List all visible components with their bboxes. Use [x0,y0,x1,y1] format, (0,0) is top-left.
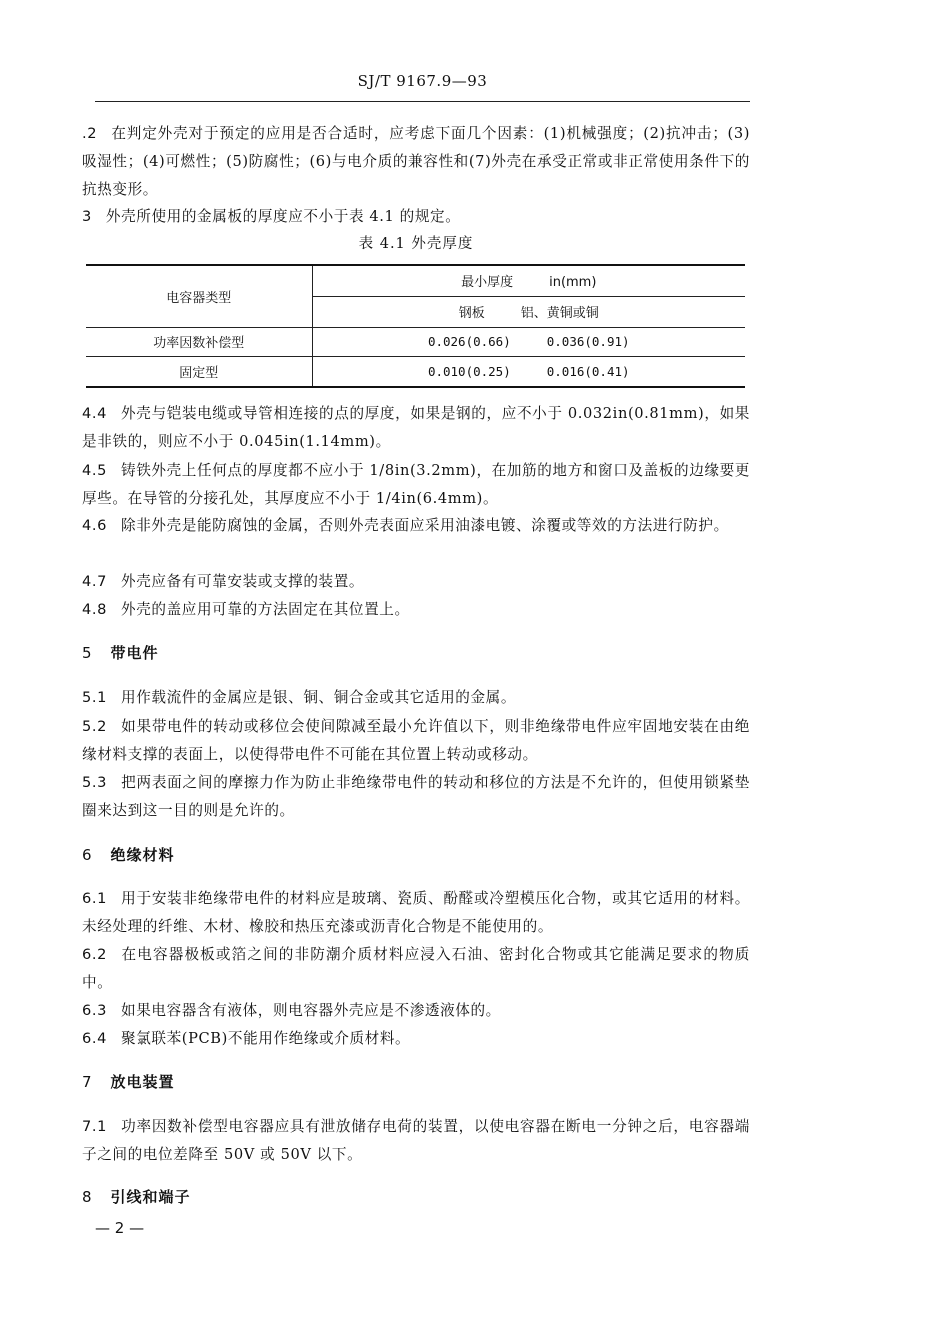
clause-text: 在电容器极板或箔之间的非防潮介质材料应浸入石油、密封化合物或其它能满足要求的物质中。 [82,946,750,991]
clause-number: 3 [82,208,92,225]
header-rule [95,101,750,102]
unit-label: in(mm) [549,275,597,291]
clause-text: 如果电容器含有液体，则电容器外壳应是不渗透液体的。 [121,1002,501,1019]
clause-text: 外壳所使用的金属板的厚度应不小于表 4.1 的规定。 [105,208,461,225]
alu-value: 0.016(0.41) [546,363,630,379]
clause-text: 把两表面之间的摩擦力作为防止非绝缘带电件的转动和移位的方法是不允许的，但使用锁紧垫圈来达到这一目的则是允许的。 [82,774,750,819]
clause-text: 如果带电件的转动或移位会使间隙减至最小允许值以下，则非绝缘带电件应牢固地安装在由绝缘材料支撑的表面上，以使得带电件不可能在其位置上转动或移动。 [82,718,750,763]
table-header-min-thickness [312,265,745,296]
section-number: 8 [82,1188,93,1206]
clause-number: .2 [82,125,98,142]
clause-4-2 [82,120,750,204]
table-header-row [86,265,745,296]
clause-number: 6.4 [82,1030,108,1047]
section-title: 带电件 [110,644,159,662]
clause-text: 外壳的盖应用可靠的方法固定在其位置上。 [121,601,410,618]
clause-4-3 [82,203,750,231]
clause-number: 4.5 [82,462,108,479]
clause-number: 5.1 [82,689,108,706]
section-6-heading [82,844,750,865]
steel-value: 0.026(0.66) [427,334,511,349]
clause-6-2 [82,941,750,997]
clause-text: 用于安装非绝缘带电件的材料应是玻璃、瓷质、酚醛或冷塑模压化合物，或其它适用的材料。未经处理的纤维、木材、橡胶和热压充漆或沥青化合物是不能使用的。 [82,890,750,935]
clause-number: 6.3 [82,1002,108,1019]
section-number: 6 [82,846,93,864]
page-number: — 2 — [95,1219,145,1237]
section-title: 引线和端子 [110,1188,191,1206]
clause-number: 5.2 [82,718,108,735]
section-8-heading [82,1186,750,1207]
table-caption: 表 4.1 外壳厚度 [358,236,474,252]
clause-6-4 [82,1025,750,1053]
clause-text: 外壳与铠装电缆或导管相连接的点的厚度，如果是钢的，应不小于 0.032in(0.81mm)，如果是非铁的，则应不小于 0.045in(1.14mm)。 [82,405,750,450]
table-subheader-materials [312,296,745,327]
clause-4-6 [82,512,750,540]
clause-text: 聚氯联苯(PCB)不能用作绝缘或介质材料。 [121,1030,411,1047]
table-cell-type: 固定型 [86,356,312,387]
clause-text: 功率因数补偿型电容器应具有泄放储存电荷的装置，以使电容器在断电一分钟之后，电容器端子之间的电位差降至 50V 或 50V 以下。 [82,1118,750,1163]
table-header-type: 电容器类型 [86,265,312,327]
clause-4-8 [82,596,750,624]
clause-4-7 [82,568,750,596]
table-row [86,356,745,387]
steel-label: 钢板 [458,306,485,321]
clause-text: 用作载流件的金属应是银、铜、铜合金或其它适用的金属。 [121,689,517,706]
clause-text: 外壳应备有可靠安装或支撑的装置。 [121,573,365,590]
section-7-heading [82,1071,750,1092]
clause-number: 6.2 [82,946,108,963]
section-title: 绝缘材料 [110,846,175,864]
table-cell-type: 功率因数补偿型 [86,327,312,356]
clause-number: 4.6 [82,517,108,534]
section-title: 放电装置 [110,1073,175,1091]
clause-number: 5.3 [82,774,108,791]
clause-6-1 [82,885,750,941]
clause-number: 6.1 [82,890,108,907]
clause-5-1 [82,684,750,712]
clause-text: 除非外壳是能防腐蚀的金属，否则外壳表面应采用油漆电镀、涂覆或等效的方法进行防护。 [121,517,729,534]
clause-4-4 [82,400,750,456]
alu-value: 0.036(0.91) [546,334,630,349]
table-cell-values [312,356,745,387]
clause-5-2 [82,713,750,769]
clause-5-3 [82,769,750,825]
clause-4-5 [82,457,750,513]
alu-label: 铝、黄铜或铜 [520,306,599,321]
clause-text: 铸铁外壳上任何点的厚度都不应小于 1/8in(3.2mm)，在加筋的地方和窗口及盖板的边缘要更厚些。在导管的分接孔处，其厚度应不小于 1/4in(6.4mm)。 [82,462,750,507]
document-code-header: SJ/T 9167.9—93 [357,72,488,90]
clause-number: 7.1 [82,1118,108,1135]
clause-number: 4.7 [82,573,108,590]
section-5-heading [82,642,750,663]
clause-7-1 [82,1113,750,1169]
section-number: 7 [82,1073,93,1091]
clause-6-3 [82,997,750,1025]
section-number: 5 [82,644,93,662]
steel-value: 0.010(0.25) [427,363,511,379]
min-thickness-label: 最小厚度 [461,275,514,291]
table-cell-values [312,327,745,356]
clause-text: 在判定外壳对于预定的应用是否合适时，应考虑下面几个因素：(1)机械强度；(2)抗冲击；(3)吸湿性；(4)可燃性；(5)防腐性；(6)与电介质的兼容性和(7)外壳在承受正常或非正常使用条件下的抗热变形。 [82,125,750,198]
clause-number: 4.4 [82,405,108,422]
thickness-table [86,264,745,388]
clause-number: 4.8 [82,601,108,618]
table-row [86,327,745,356]
